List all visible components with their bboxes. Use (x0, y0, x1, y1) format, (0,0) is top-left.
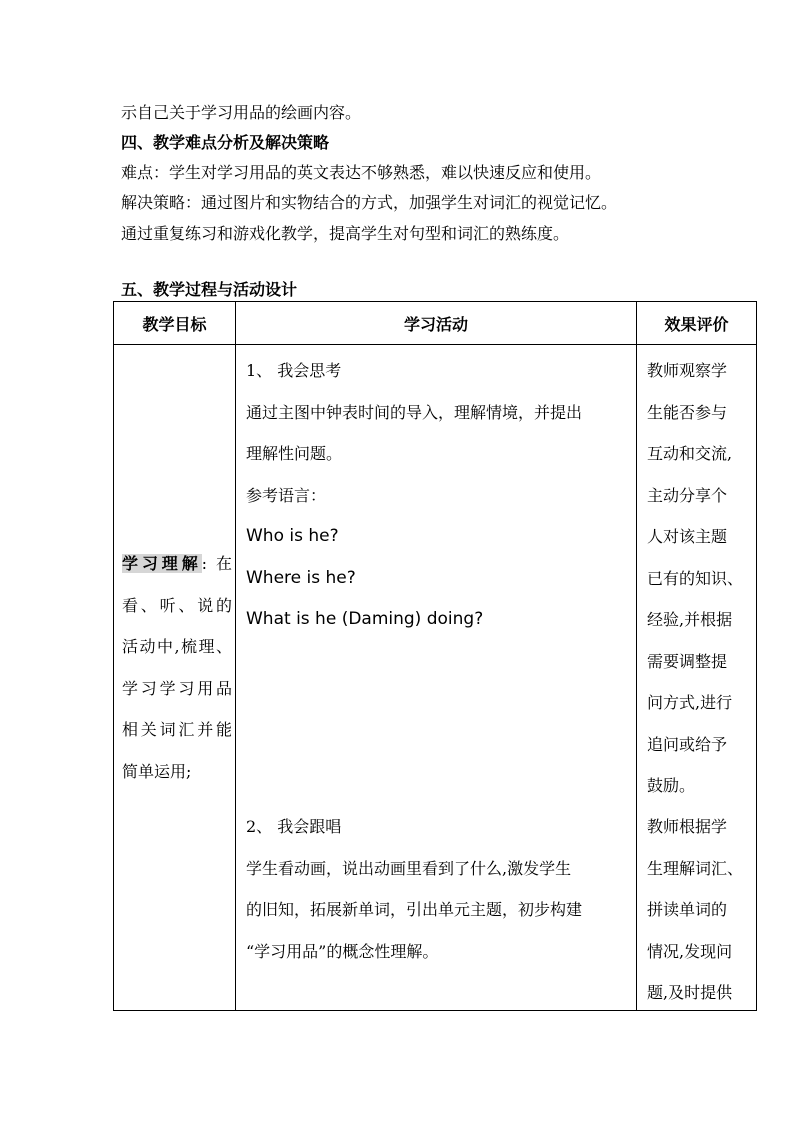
activity-1-desc-1: 通过主图中钟表时间的导入，理解情境，并提出 (246, 402, 583, 422)
evaluation-2 (647, 806, 753, 1014)
goal-text (122, 543, 232, 792)
goal-cell (114, 345, 236, 1011)
difficulty-line: 难点：学生对学习用品的英文表达不够熟悉，难以快速反应和使用。 (121, 163, 602, 182)
evaluation-1 (647, 350, 753, 807)
eval-1-line: 人对该主题 (647, 527, 728, 546)
header-goal: 教学目标 (114, 302, 236, 345)
activity-2-desc-2: 的旧知，拓展新单词，引出单元主题，初步构建 (246, 900, 583, 919)
eval-1-line: 教师观察学 (647, 361, 728, 380)
activity-2-title: 2、 我会跟唱 (246, 817, 342, 836)
question-2: Where is he? (246, 567, 356, 588)
eval-2-line: 生理解词汇、 (647, 858, 744, 878)
intro-line: 示自己关于学习用品的绘画内容。 (121, 103, 362, 122)
question-1: Who is he? (246, 526, 339, 546)
activity-2 (246, 806, 632, 972)
eval-1-line: 追问或给予 (647, 734, 728, 754)
strategy-line-1: 解决策略：通过图片和实物结合的方式，加强学生对词汇的视觉记忆。 (121, 193, 618, 212)
activity-1-title: 1、 我会思考 (246, 361, 342, 380)
section-heading-5: 五、教学过程与活动设计 (121, 280, 298, 299)
header-evaluation: 效果评价 (637, 302, 757, 345)
activity-cell (236, 345, 637, 1011)
eval-2-line: 题,及时提供 (647, 983, 733, 1002)
eval-1-line: 经验,并根据 (647, 610, 733, 629)
header-activity: 学习活动 (236, 302, 637, 345)
activity-1 (246, 350, 632, 641)
eval-2-line: 拼读单词的 (647, 900, 728, 919)
question-3: What is he (Daming) doing? (246, 609, 484, 629)
eval-1-line: 主动分享个 (647, 485, 728, 505)
eval-1-line: 已有的知识、 (647, 568, 744, 588)
eval-1-line: 鼓励。 (647, 776, 696, 795)
eval-2-line: 情况,发现问 (647, 941, 733, 961)
table-header-row (114, 302, 757, 345)
activity-table (113, 301, 757, 1011)
goal-description: : 在看、听、说的活动中,梳理、学习学习用品相关词汇并能简单运用; (122, 554, 232, 781)
eval-1-line: 互动和交流, (647, 444, 733, 463)
activity-1-desc-2: 理解性问题。 (246, 444, 343, 463)
evaluation-cell (637, 345, 757, 1011)
eval-1-line: 问方式,进行 (647, 693, 733, 712)
goal-highlight: 学习理解 (122, 554, 202, 573)
eval-1-line: 生能否参与 (647, 402, 728, 422)
strategy-line-2: 通过重复练习和游戏化教学，提高学生对句型和词汇的熟练度。 (121, 224, 570, 243)
eval-2-line: 教师根据学 (647, 817, 728, 836)
section-heading-4: 四、教学难点分析及解决策略 (121, 133, 330, 152)
activity-1-ref-label: 参考语言： (246, 485, 327, 505)
eval-1-line: 需要调整提 (647, 651, 728, 671)
table-row (114, 345, 757, 1011)
activity-2-desc-3: “学习用品”的概念性理解。 (246, 941, 439, 961)
activity-2-desc-1: 学生看动画，说出动画里看到了什么,激发学生 (246, 858, 572, 878)
